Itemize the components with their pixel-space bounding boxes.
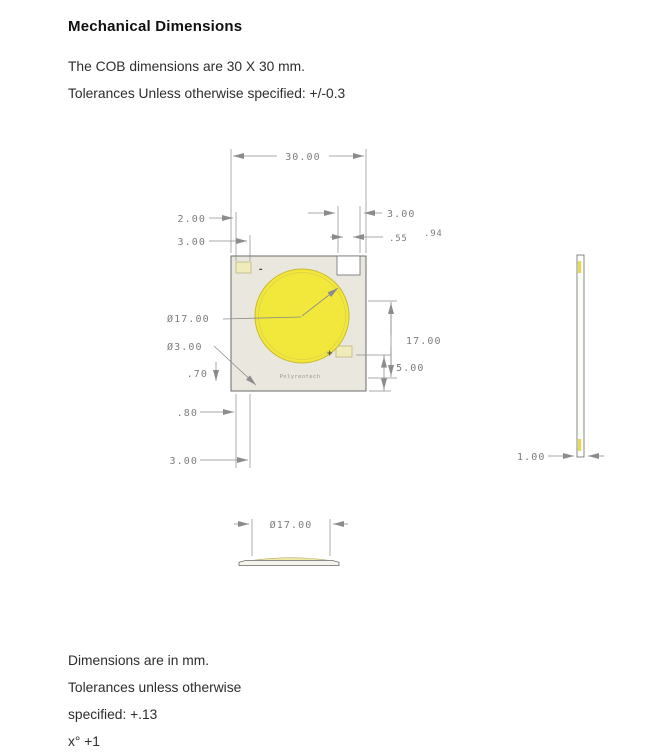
dim-pad-height: .70 [186, 369, 208, 380]
dim-slot-edge-distance: 3.00 [169, 456, 198, 467]
footer-line-2: Tolerances unless otherwise [68, 680, 242, 695]
side-view-phosphor-top [578, 261, 581, 273]
dim-slot-width: .80 [176, 408, 198, 419]
cathode-mark: - [258, 265, 264, 275]
dim-bottom-les-diameter: Ø17.00 [269, 520, 313, 531]
intro-line-1: The COB dimensions are 30 X 30 mm. [68, 59, 305, 74]
dim-hole-diameter: Ø3.00 [167, 342, 203, 353]
footer-line-4: x° +1 [68, 734, 100, 749]
section-title: Mechanical Dimensions [68, 18, 243, 35]
anode-pad [336, 346, 352, 357]
anode-mark: + [327, 349, 333, 359]
cathode-pad [236, 262, 251, 273]
footer-line-1: Dimensions are in mm. [68, 653, 210, 668]
bottom-view [239, 558, 339, 566]
mechanical-drawing [0, 135, 672, 575]
corner-notch [337, 256, 360, 275]
side-view [577, 255, 584, 457]
dim-pad-offset-vertical: 2.00 [177, 214, 206, 225]
intro-line-2: Tolerances Unless otherwise specified: +/-0.3 [68, 86, 346, 101]
dim-package-width: 30.00 [285, 152, 321, 163]
dim-pad-inset: .55 [389, 234, 408, 244]
dim-pad-edge-distance: 5.00 [396, 363, 425, 374]
side-view-outline [577, 255, 584, 457]
brand-label: Polyreotech [279, 374, 321, 380]
dim-substrate-thickness: 1.00 [517, 452, 546, 463]
bottom-view-substrate [239, 560, 339, 565]
dim-emitting-area-height: 17.00 [406, 336, 442, 347]
dim-les-diameter: Ø17.00 [167, 314, 210, 325]
footer-line-3: specified: +.13 [68, 707, 158, 722]
side-view-phosphor-bottom [578, 439, 581, 451]
top-view [231, 256, 366, 391]
dim-pad-depth: .94 [424, 229, 443, 239]
dim-notch-width: 3.00 [387, 209, 416, 220]
dim-pad-offset-horizontal: 3.00 [177, 237, 206, 248]
